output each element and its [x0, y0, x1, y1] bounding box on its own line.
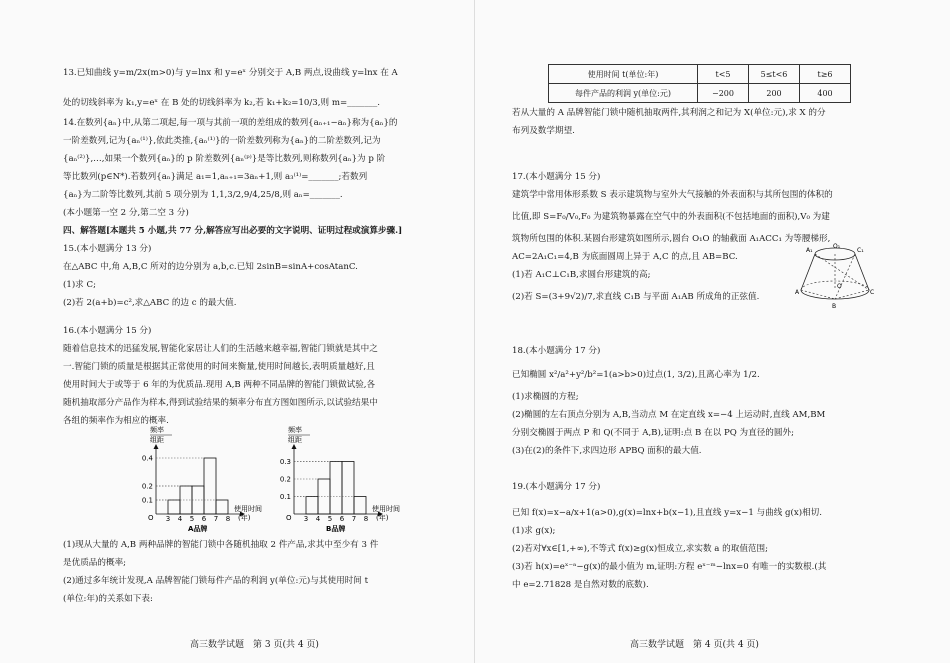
ylabel-top: 频率 [150, 426, 164, 434]
q17-line: (1)若 A₁C⊥C₁B,求圆台形建筑的高; [512, 270, 651, 280]
table-cell: 5≤t<6 [749, 65, 800, 84]
y-tick-label: 0.1 [279, 493, 291, 501]
point-label: O₁ [833, 243, 841, 250]
table-cell: t<5 [698, 65, 749, 84]
bottom-circle-front [801, 290, 869, 299]
q17-line: 筑物所包围的体积.某圆台形建筑如图所示,圆台 O₁O 的轴截面 A₁ACC₁ 为等腰梯形, [512, 234, 831, 244]
xlabel-top: 使用时间 [372, 505, 400, 513]
q14-line: 一阶差数列,记为{aₙ⁽¹⁾},依此类推,{aₙ⁽¹⁾}的一阶差数列称为{aₙ}的二阶差数列,记为 [63, 136, 381, 146]
x-tick-label: 5 [189, 515, 195, 523]
frustum-edge [855, 254, 869, 290]
chart-title: B品牌 [326, 525, 346, 533]
q18-line: 已知椭圆 x²/a²+y²/b²=1(a>b>0)过点(1, 3/2),且离心率为 1/2. [512, 370, 760, 380]
page-4 [475, 0, 950, 663]
ylabel-bottom: 组距 [288, 436, 302, 444]
q19-line: 19.(本小题满分 17 分) [512, 482, 601, 492]
point-label: B [832, 303, 837, 310]
q16-part-line: (1)现从大量的 A,B 两种品牌的智能门锁中各随机抽取 2 件产品,求其中至少有 3 件 [63, 540, 379, 550]
q14-line: {aₙ⁽²⁾},…,如果一个数列{aₙ}的 p 阶差数列{aₙ⁽ᵖ⁾}是等比数列,则称数列{aₙ}为 p 阶 [63, 154, 386, 164]
q14-line: (本小题第一空 2 分,第二空 3 分) [63, 208, 189, 218]
q19-line: (1)求 g(x); [512, 526, 556, 536]
table-cell: t≥6 [800, 65, 851, 84]
q16-tail-line: 布列及数学期望. [512, 126, 575, 136]
q16-line: 各组的频率作为相应的概率. [63, 416, 169, 426]
ylabel-bottom: 组距 [150, 436, 164, 444]
point-label: C [870, 289, 875, 296]
q17-line: 建筑学中常用体形系数 S 表示建筑物与室外大气接触的外表面积与其所包围的体积的 [512, 190, 833, 200]
q16-part-line: 是优质品的概率; [63, 558, 127, 568]
page-footer: 高三数学试题 第 4 页(共 4 页) [630, 640, 759, 650]
q18-line: 分别交椭圆于两点 P 和 Q(不同于 A,B),证明:点 B 在以 PQ 为直径的圆外; [512, 428, 794, 438]
frustum-figure [795, 242, 875, 310]
table-cell: 200 [749, 84, 800, 103]
table-row [549, 65, 851, 84]
x-tick-label: 4 [315, 515, 321, 523]
q19-line: (3)若 h(x)=eˣ⁻ᵃ−g(x)的最小值为 m,证明:方程 eˣ⁻ᵐ−lnx=0 有唯一的实数根.(其 [512, 562, 827, 572]
y-axis-arrow [154, 444, 159, 449]
question-16-parts [63, 536, 448, 608]
table-row [549, 84, 851, 103]
histogram-a-plot [142, 444, 245, 523]
ylabel-top: 频率 [288, 426, 302, 434]
table-cell: 使用时间 t(单位:年) [549, 65, 698, 84]
q17-line: 17.(本小题满分 15 分) [512, 172, 601, 182]
point-label: C₁ [857, 247, 864, 254]
table-cell: 每件产品的利润 y(单位:元) [549, 84, 698, 103]
x-tick-label: 7 [351, 515, 357, 523]
point-label: A [795, 289, 800, 296]
histogram-bar [342, 462, 354, 515]
y-tick-label: 0.1 [141, 496, 153, 505]
x-tick-label: 7 [213, 515, 219, 523]
histogram-bar [330, 462, 342, 515]
histogram-bar [168, 500, 180, 514]
chart-title: A品牌 [188, 525, 208, 533]
q14-line: 等比数列(p∈N*).若数列{aₙ}满足 a₁=1,aₙ₊₁=3aₙ+1,则 a₃⁽¹⁾=_______;若数列 [63, 172, 368, 182]
q16-line: 使用时间大于或等于 6 年的为优质品.现用 A,B 两种不同品牌的智能门锁做试验,各 [63, 380, 376, 390]
table-cell: 400 [800, 84, 851, 103]
y-axis-arrow [292, 444, 297, 449]
histogram-brand-b [276, 424, 400, 534]
point-label: O [837, 283, 842, 290]
xlabel-top: 使用时间 [234, 505, 262, 513]
histogram-bar [204, 458, 216, 514]
segment-c1b [835, 254, 855, 299]
section-title-text: 四、解答题[本题共 5 小题,共 77 分,解答应写出必要的文字说明、证明过程或演算步骤.] [63, 226, 403, 236]
point-label: A₁ [806, 247, 813, 254]
q19-line: 中 e=2.71828 是自然对数的底数). [512, 580, 649, 590]
q19-line: (2)若对∀x∈[1,+∞),不等式 f(x)≥g(x)恒成立,求实数 a 的取值范围; [512, 544, 768, 554]
question-15 [63, 240, 448, 312]
profit-table [548, 64, 851, 103]
section-title [63, 222, 453, 240]
q16-part-line: (单位:年)的关系如下表: [63, 594, 153, 604]
q16-line: 随机抽取部分产品作为样本,得到试验结果的频率分布直方图如图所示,以试验结果中 [63, 398, 378, 408]
q15-line: (2)若 2(a+b)=c²,求△ABC 的边 c 的最大值. [63, 298, 237, 308]
y-tick-label: 0.4 [141, 454, 153, 463]
q16-line: 16.(本小题满分 15 分) [63, 326, 152, 336]
question-14 [63, 114, 448, 222]
q14-line: {aₙ}为二阶等比数列,其前 5 项分别为 1,1,3/2,9/4,25/8,则 aₙ=_______. [63, 190, 343, 200]
x-tick-label: 8 [363, 515, 369, 523]
chart-origin: O [286, 514, 292, 522]
q16-tail-line: 若从大量的 A 品牌智能门锁中随机抽取两件,其利润之和记为 X(单位:元),求 X 的分 [512, 108, 826, 118]
q13-line: 处的切线斜率为 k₁,y=eˣ 在 B 处的切线斜率为 k₂,若 k₁+k₂=10/3,则 m=_______. [63, 98, 380, 108]
q13-line: 13.已知曲线 y=m/2x(m>0)与 y=lnx 和 y=eˣ 分别交于 A,B 两点,设曲线 y=lnx 在 A [63, 68, 398, 78]
question-18 [512, 342, 912, 460]
x-tick-label: 8 [225, 515, 231, 523]
q19-line: 已知 f(x)=x−a/x+1(a>0),g(x)=lnx+b(x−1),且直线 y=x−1 与曲线 g(x)相切. [512, 508, 823, 518]
x-tick-label: 3 [165, 515, 171, 523]
q15-line: 15.(本小题满分 13 分) [63, 244, 152, 254]
q17-line: 比值,即 S=F₀/V₀,F₀ 为建筑物暴露在空气中的外表面积(不包括地面的面积),V₀ 为建 [512, 212, 830, 222]
x-tick-label: 4 [177, 515, 183, 523]
x-tick-label: 3 [303, 515, 309, 523]
histogram-brand-a [138, 424, 262, 534]
question-13 [63, 64, 448, 112]
table-cell: −200 [698, 84, 749, 103]
q16-part-line: (2)通过多年统计发现,A 品牌智能门锁每件产品的利润 y(单位:元)与其使用时间 t [63, 576, 369, 586]
q17-line: AC=2A₁C₁=4,B 为底面圆周上异于 A,C 的点,且 AB=BC. [512, 252, 738, 262]
q18-line: (3)在(2)的条件下,求四边形 APBQ 面积的最大值. [512, 446, 702, 456]
xlabel-bottom: (年) [238, 514, 251, 522]
q18-line: (1)求椭圆的方程; [512, 392, 579, 402]
y-tick-label: 0.3 [279, 458, 291, 466]
y-tick-label: 0.2 [279, 475, 291, 484]
histogram-b-plot [280, 444, 383, 523]
q16-line: 随着信息技术的迅猛发展,智能化家居让人们的生活越来越幸福,智能门锁就是其中之 [63, 344, 378, 354]
question-19 [512, 478, 912, 594]
q18-line: 18.(本小题满分 17 分) [512, 346, 601, 356]
x-tick-label: 6 [201, 515, 207, 523]
question-16 [63, 322, 448, 430]
q16-line: 一.智能门锁的质量是根据其正常使用的时间来衡量,使用时间越长,表明质量越好,且 [63, 362, 375, 372]
q18-line: (2)椭圆的左右顶点分别为 A,B,当动点 M 在定直线 x=−4 上运动时,直线 AM,BM [512, 410, 826, 420]
chart-origin: O [148, 514, 154, 522]
q17-line: (2)若 S=(3+9√2)/7,求直线 C₁B 与平面 A₁AB 所成角的正弦值. [512, 292, 760, 302]
q14-line: 14.在数列{aₙ}中,从第二项起,每一项与其前一项的差组成的数列{aₙ₊₁−aₙ}称为{aₙ}的 [63, 118, 398, 128]
histogram-bar [216, 500, 228, 514]
q15-line: (1)求 C; [63, 280, 96, 290]
y-tick-label: 0.2 [141, 482, 153, 491]
q15-line: 在△ABC 中,角 A,B,C 所对的边分别为 a,b,c.已知 2sinB=sinA+cosAtanC. [63, 262, 358, 272]
histogram-bar [306, 497, 318, 515]
x-tick-label: 5 [327, 515, 333, 523]
page-footer: 高三数学试题 第 3 页(共 4 页) [190, 640, 319, 650]
histogram-bar [354, 497, 366, 515]
xlabel-bottom: (年) [376, 514, 389, 522]
x-tick-label: 6 [339, 515, 345, 523]
question-16-tail [512, 104, 907, 140]
